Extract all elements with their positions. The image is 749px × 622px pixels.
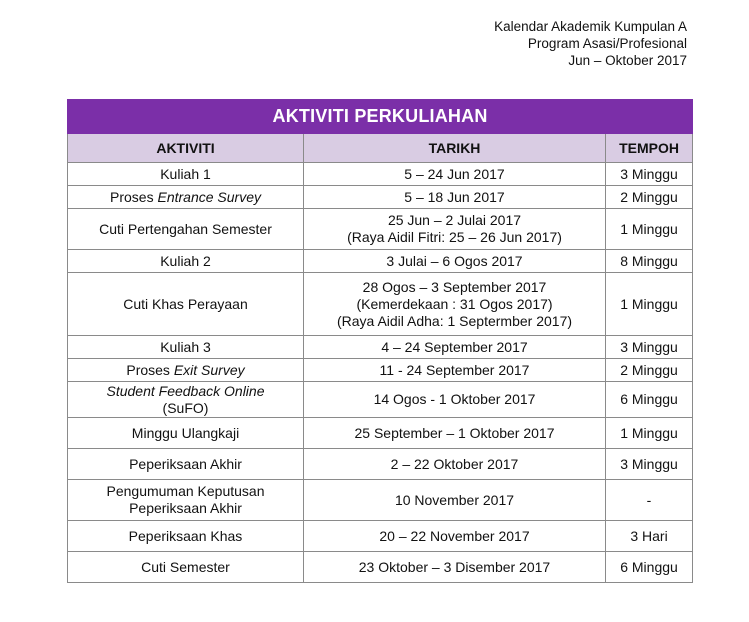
table-row <box>68 480 693 521</box>
cell-date: 10 November 2017 <box>304 480 606 521</box>
cell-duration: 3 Minggu <box>606 449 693 480</box>
table-row <box>68 273 693 336</box>
cell-duration: 3 Hari <box>606 521 693 552</box>
cell-duration: 2 Minggu <box>606 186 693 209</box>
cell-duration: 3 Minggu <box>606 336 693 359</box>
cell-activity: Kuliah 2 <box>68 250 304 273</box>
activity-line-2: Peperiksaan Akhir <box>129 500 242 516</box>
cell-activity: Minggu Ulangkaji <box>68 418 304 449</box>
activity-prefix: Proses <box>126 361 174 378</box>
table-row <box>68 552 693 583</box>
cell-date: 4 – 24 September 2017 <box>304 336 606 359</box>
activity-italic: Exit Survey <box>173 361 245 378</box>
cell-activity: Peperiksaan Akhir <box>68 449 304 480</box>
cell-date: 5 – 24 Jun 2017 <box>304 163 606 186</box>
header-line-1: Kalendar Akademik Kumpulan A <box>494 19 687 34</box>
activity-line-1: Pengumuman Keputusan <box>106 483 265 499</box>
date-line-2: (Raya Aidil Fitri: 25 – 26 Jun 2017) <box>347 229 562 245</box>
date-line-1: 28 Ogos – 3 September 2017 <box>362 278 547 295</box>
date-line-2: (Kemerdekaan : 31 Ogos 2017) <box>356 295 553 312</box>
cell-date <box>304 209 606 250</box>
activity-line-2: (SuFO) <box>162 399 209 416</box>
cell-activity: Cuti Pertengahan Semester <box>68 209 304 250</box>
column-header-activity: AKTIVITI <box>68 134 304 163</box>
header-line-2: Program Asasi/Profesional <box>527 36 687 51</box>
document-header <box>494 18 687 69</box>
table-title-row <box>68 100 693 134</box>
table-row <box>68 163 693 186</box>
cell-date: 23 Oktober – 3 Disember 2017 <box>304 552 606 583</box>
cell-activity <box>68 359 304 382</box>
table-row <box>68 521 693 552</box>
table-row <box>68 382 693 418</box>
table-row <box>68 186 693 209</box>
column-header-duration: TEMPOH <box>606 134 693 163</box>
cell-date: 11 - 24 September 2017 <box>304 359 606 382</box>
cell-date <box>304 273 606 336</box>
cell-duration: 6 Minggu <box>606 382 693 418</box>
cell-activity: Peperiksaan Khas <box>68 521 304 552</box>
date-line-3: (Raya Aidil Adha: 1 Septermber 2017) <box>336 312 573 329</box>
table-title: AKTIVITI PERKULIAHAN <box>68 100 693 134</box>
cell-duration: 8 Minggu <box>606 250 693 273</box>
cell-duration: 1 Minggu <box>606 273 693 336</box>
cell-activity <box>68 186 304 209</box>
cell-duration: - <box>606 480 693 521</box>
activity-italic: Entrance Survey <box>157 188 261 205</box>
cell-activity: Cuti Semester <box>68 552 304 583</box>
cell-duration: 2 Minggu <box>606 359 693 382</box>
table-row <box>68 449 693 480</box>
cell-date: 20 – 22 November 2017 <box>304 521 606 552</box>
table-row <box>68 209 693 250</box>
date-line-1: 25 Jun – 2 Julai 2017 <box>387 212 522 228</box>
table-header-row <box>68 134 693 163</box>
cell-date: 14 Ogos - 1 Oktober 2017 <box>304 382 606 418</box>
table-row <box>68 250 693 273</box>
cell-activity <box>68 382 304 418</box>
cell-date: 25 September – 1 Oktober 2017 <box>304 418 606 449</box>
cell-date: 2 – 22 Oktober 2017 <box>304 449 606 480</box>
activity-prefix: Proses <box>110 188 158 205</box>
activity-italic: Student Feedback Online <box>106 382 265 399</box>
cell-activity: Kuliah 1 <box>68 163 304 186</box>
cell-duration: 3 Minggu <box>606 163 693 186</box>
table-row <box>68 336 693 359</box>
table-row <box>68 418 693 449</box>
cell-date: 5 – 18 Jun 2017 <box>304 186 606 209</box>
column-header-date: TARIKH <box>304 134 606 163</box>
table-row <box>68 359 693 382</box>
cell-activity: Kuliah 3 <box>68 336 304 359</box>
cell-duration: 1 Minggu <box>606 209 693 250</box>
cell-activity: Cuti Khas Perayaan <box>68 273 304 336</box>
header-line-3: Jun – Oktober 2017 <box>568 53 687 68</box>
activity-table-wrapper <box>67 99 692 583</box>
cell-duration: 6 Minggu <box>606 552 693 583</box>
cell-date: 3 Julai – 6 Ogos 2017 <box>304 250 606 273</box>
activity-table <box>67 99 693 583</box>
cell-duration: 1 Minggu <box>606 418 693 449</box>
cell-activity <box>68 480 304 521</box>
